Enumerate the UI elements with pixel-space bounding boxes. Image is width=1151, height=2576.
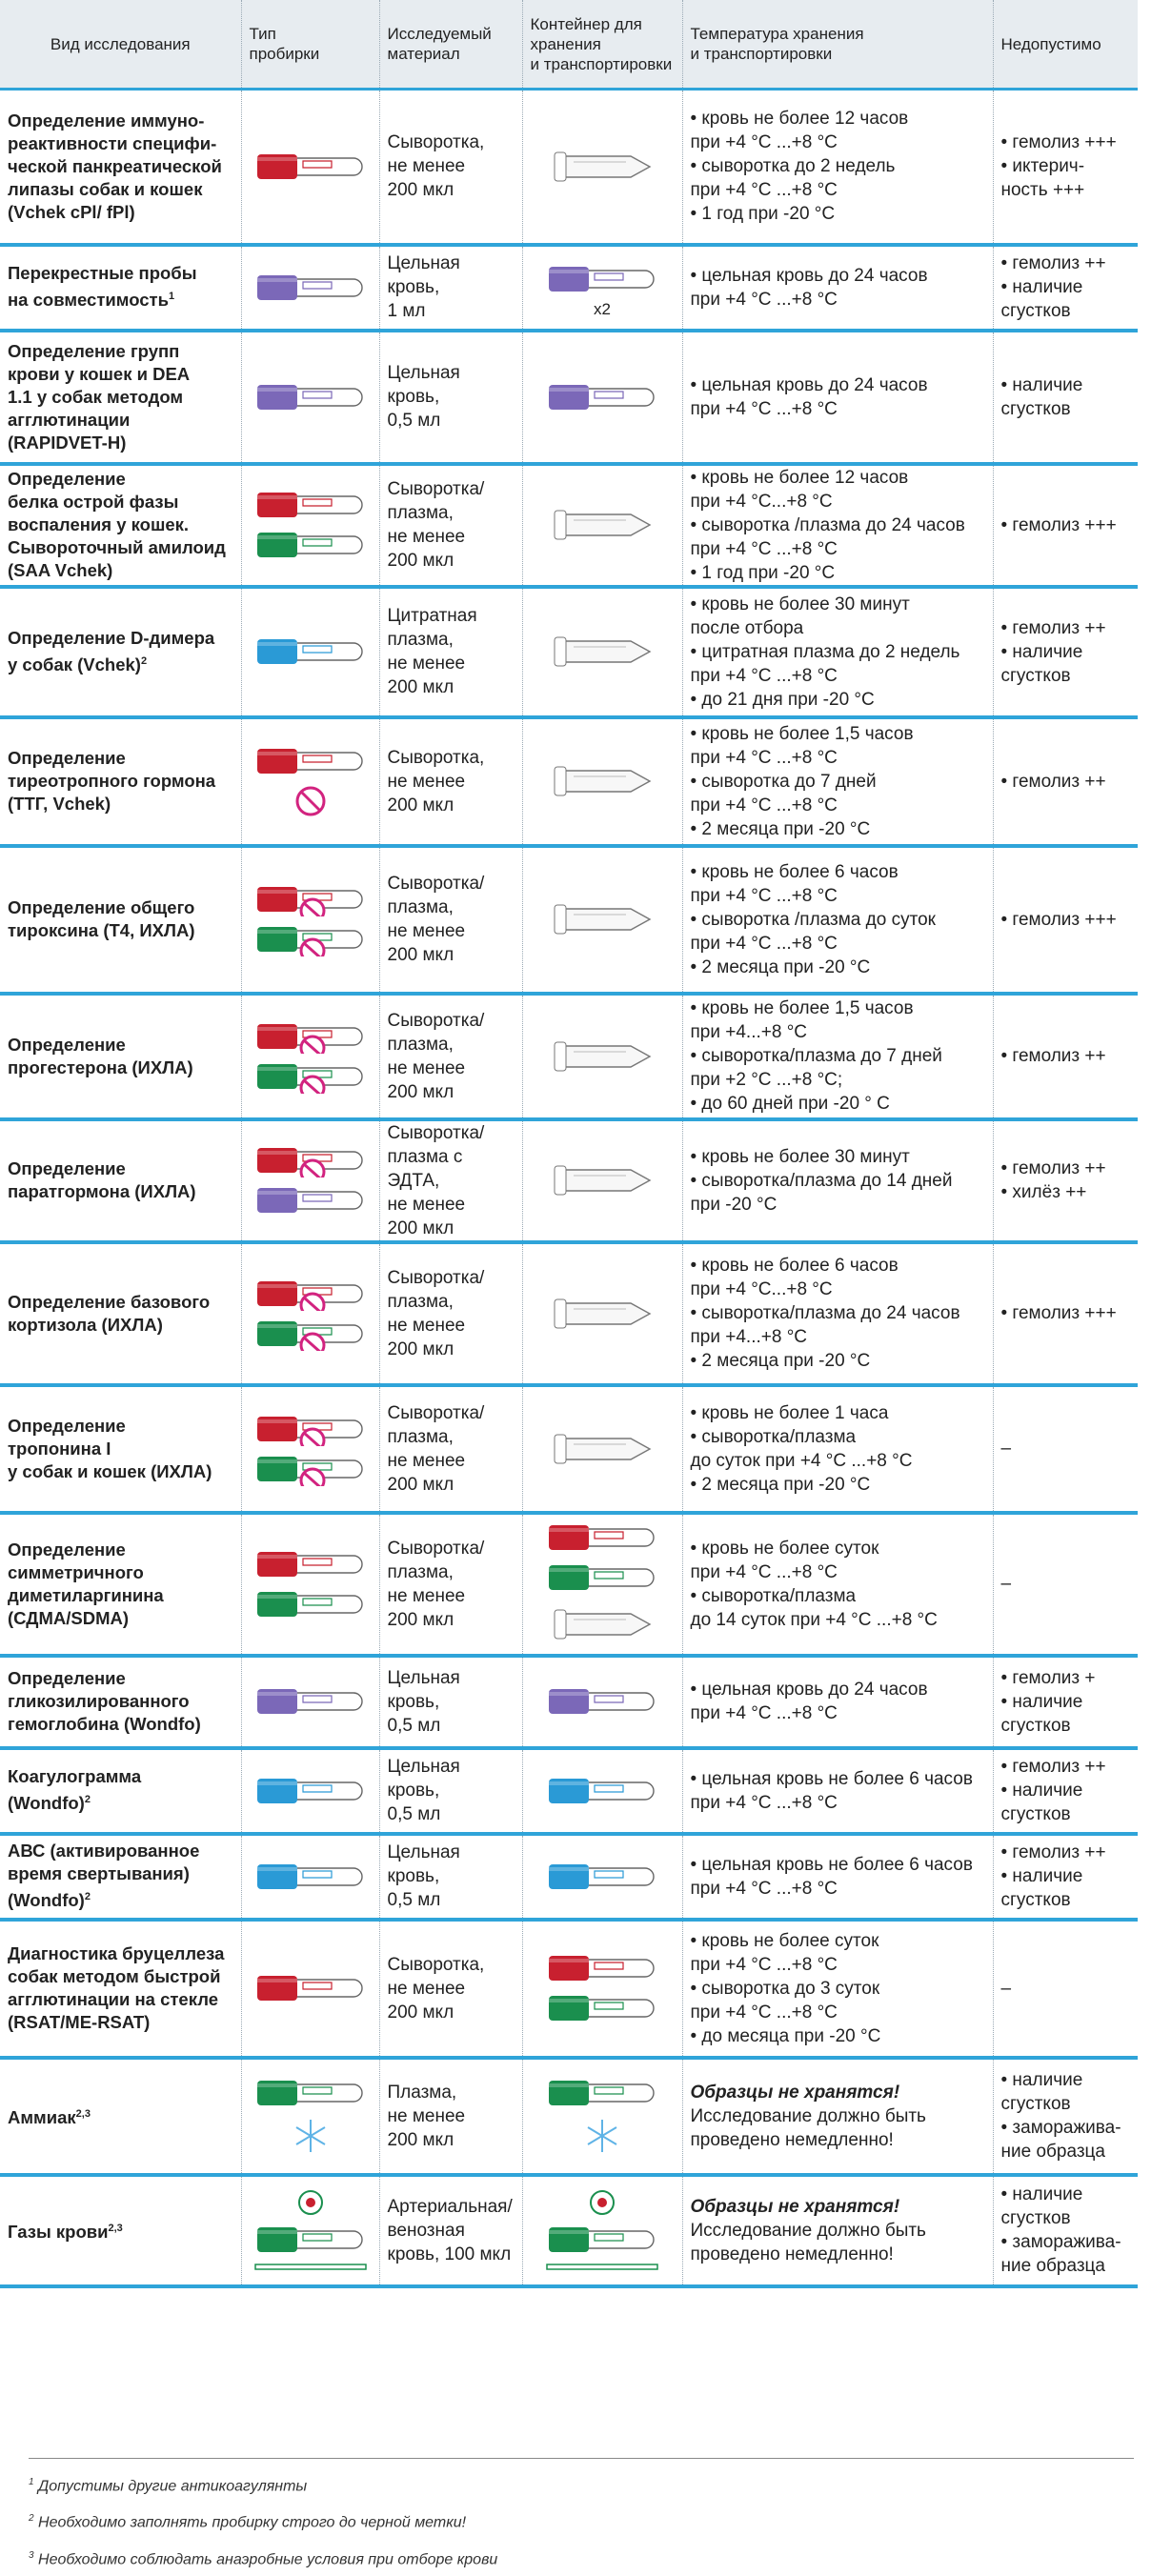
- no-entry-icon: [301, 1429, 324, 1446]
- tube-type: [241, 1119, 379, 1242]
- tube-icon: [253, 528, 368, 562]
- eppendorf-icon: [545, 757, 659, 805]
- footnote-ref: 2: [84, 1794, 91, 1806]
- tube-icon: [253, 1547, 368, 1581]
- tube-icon: [253, 1971, 368, 2005]
- storage-temperature: [682, 331, 993, 464]
- eppendorf-icon: [545, 1033, 659, 1080]
- tube-type: [241, 1834, 379, 1920]
- test-name: [0, 464, 241, 587]
- material: Сыворотка/ плазма, не менее 200 мкл: [379, 1242, 522, 1385]
- not-allowed: • гемолиз ++ • хилёз ++: [1000, 1158, 1106, 1202]
- test-name-text: Определение групп крови у кошек и DEA 1.1 у собак методом агглютинации (RAPIDVET-H): [8, 340, 191, 453]
- container: [522, 846, 682, 994]
- footnote-ref: 2,3: [108, 2222, 123, 2234]
- tube-type: [241, 1513, 379, 1656]
- tube-icon: [253, 1059, 368, 1094]
- header-temperature: Температура хранения и транспортировки: [682, 0, 993, 90]
- no-entry-icon: [301, 1294, 324, 1311]
- material: Артериальная/ венозная кровь, 100 мкл: [379, 2175, 522, 2286]
- test-name-text: Определение белка острой фазы воспаления у кошек. Сывороточный амилоид (SAA Vchek): [8, 469, 226, 580]
- eppendorf-icon: [545, 1157, 659, 1204]
- test-name: [0, 587, 241, 717]
- footnote-ref: 1: [169, 291, 175, 303]
- storage-temperature: [682, 587, 993, 717]
- tube-icon: [545, 1520, 659, 1555]
- table-row: [0, 245, 1138, 331]
- temperature-text: Исследование должно быть проведено немедленно!: [690, 2105, 926, 2150]
- footnote-number: 3: [29, 2549, 34, 2561]
- container: [522, 587, 682, 717]
- tube-icon: [253, 882, 368, 916]
- container: [522, 717, 682, 846]
- warning-text: Образцы не хранятся!: [690, 2196, 900, 2217]
- tube-icon: [253, 488, 368, 522]
- footnote-ref: 2: [84, 1891, 91, 1903]
- storage-temperature: [682, 245, 993, 331]
- test-name-text: Определение тропонина I у собак и кошек (ИХЛА): [8, 1415, 212, 1481]
- eppendorf-icon: [545, 1600, 659, 1648]
- test-name: [0, 846, 241, 994]
- not-allowed: • гемолиз +++: [1000, 909, 1117, 930]
- table-row: [0, 1513, 1138, 1656]
- test-name-text: Диагностика бруцеллеза собак методом быстрой агглютинации на стекле (RSAT/ME-RSAT): [8, 1943, 225, 2032]
- no-entry-icon: [253, 784, 368, 818]
- test-name: [0, 717, 241, 846]
- container: [522, 245, 682, 331]
- table-row: [0, 717, 1138, 846]
- footnote-text: Необходимо заполнять пробирку строго до черной метки!: [33, 2514, 467, 2531]
- temperature-text: • кровь не более суток при +4 °С ...+8 °С • сыворотка до 3 суток при +4 °С ...+8 °С • до месяца при -20 °С: [690, 1930, 881, 2046]
- footnote-ref: 2,3: [75, 2107, 91, 2120]
- test-name-text: Определение прогестерона (ИХЛА): [8, 1034, 193, 1077]
- storage-temperature: [682, 846, 993, 994]
- table-header: [0, 0, 1138, 90]
- tube-icon: [253, 150, 368, 184]
- container: [522, 331, 682, 464]
- tube-type: [241, 464, 379, 587]
- footnote-number: 1: [29, 2477, 34, 2487]
- container: [522, 464, 682, 587]
- storage-temperature: [682, 1119, 993, 1242]
- tube-icon: [545, 380, 659, 414]
- test-name: [0, 1385, 241, 1513]
- snowflake-icon: [545, 2116, 659, 2156]
- table-row: [0, 1920, 1138, 2058]
- test-name-text: Определение базового кортизола (ИХЛА): [8, 1291, 211, 1335]
- table-row: [0, 994, 1138, 1119]
- material: Сыворотка/ плазма, не менее 200 мкл: [379, 1385, 522, 1513]
- eppendorf-icon: [545, 501, 659, 549]
- tube-icon: [253, 634, 368, 669]
- header-test-type: Вид исследования: [0, 0, 241, 90]
- container: [522, 1656, 682, 1748]
- header-tube-type: Тип пробирки: [241, 0, 379, 90]
- table-row: [0, 1242, 1138, 1385]
- syringe-line-icon: [545, 2263, 659, 2272]
- material: Сыворотка/ плазма, не менее 200 мкл: [379, 1513, 522, 1656]
- tube-icon: [545, 1860, 659, 1894]
- not-allowed: • наличие сгустков • заморажива- ние образца: [1000, 2070, 1121, 2162]
- footnotes: [29, 2458, 1134, 2576]
- not-allowed: • гемолиз ++: [1000, 1046, 1106, 1066]
- storage-temperature: [682, 1834, 993, 1920]
- not-allowed: • гемолиз ++ • наличие сгустков: [1000, 1842, 1106, 1910]
- container: [522, 1748, 682, 1834]
- not-allowed: • гемолиз ++ • наличие сгустков: [1000, 617, 1106, 686]
- table-row: [0, 90, 1138, 245]
- tube-icon: [253, 2223, 368, 2257]
- tube-icon: [545, 2223, 659, 2257]
- tube-icon: [253, 1277, 368, 1311]
- not-allowed: • гемолиз ++ • наличие сгустков: [1000, 1757, 1106, 1824]
- no-entry-icon: [301, 1160, 324, 1177]
- container-count: x2: [594, 299, 611, 318]
- temperature-text: • кровь не более 30 минут после отбора • цитратная плазма до 2 недель при +4 °С ...+8 °С • до 21 дня при -20 °С: [690, 594, 960, 710]
- tube-icon: [545, 1951, 659, 1985]
- temperature-text: Исследование должно быть проведено немедленно!: [690, 2220, 926, 2264]
- no-entry-icon: [301, 1036, 324, 1054]
- eppendorf-icon: [545, 143, 659, 191]
- eppendorf-icon: [545, 1290, 659, 1338]
- test-name-text: Определение иммуно- реактивности специфи- ческой панкреатической липазы собак и кошек (Vchek cPl/ fPl): [8, 110, 222, 222]
- eppendorf-icon: [545, 628, 659, 675]
- snowflake-icon: [253, 2116, 368, 2156]
- table-row: [0, 2058, 1138, 2175]
- tube-icon: [253, 1143, 368, 1177]
- no-entry-icon: [301, 1077, 324, 1094]
- tube-type: [241, 1242, 379, 1385]
- table-row: [0, 1748, 1138, 1834]
- material: Цельная кровь, 0,5 мл: [379, 1834, 522, 1920]
- test-name: [0, 2058, 241, 2175]
- material: Сыворотка, не менее 200 мкл: [379, 1920, 522, 2058]
- tube-type: [241, 1920, 379, 2058]
- temperature-text: • кровь не более 12 часов при +4 °С ...+8 °С • сыворотка до 2 недель при +4 °С ...+8 °С • 1 год при -20 °С: [690, 109, 909, 225]
- test-name-text: Определение паратгормона (ИХЛА): [8, 1158, 196, 1201]
- not-allowed: –: [1000, 1574, 1012, 1594]
- table-row: [0, 1656, 1138, 1748]
- storage-temperature: [682, 464, 993, 587]
- temperature-text: • цельная кровь до 24 часов при +4 °С ...+8 °С: [690, 374, 928, 419]
- header-material: Исследуемый материал: [379, 0, 522, 90]
- material: Цельная кровь, 0,5 мл: [379, 1748, 522, 1834]
- table-row: [0, 2175, 1138, 2286]
- tube-icon: [253, 271, 368, 305]
- tube-type: [241, 2175, 379, 2286]
- syringe-line-icon: [253, 2263, 368, 2272]
- tube-icon: [253, 1019, 368, 1054]
- table-row: [0, 587, 1138, 717]
- material: Сыворотка, не менее 200 мкл: [379, 717, 522, 846]
- test-name-text: Перекрестные пробы на совместимость: [8, 263, 197, 311]
- test-name-text: Аммиак: [8, 2107, 76, 2128]
- container: [522, 1119, 682, 1242]
- container: [522, 1834, 682, 1920]
- storage-temperature: [682, 1748, 993, 1834]
- material: Сыворотка/ плазма, не менее 200 мкл: [379, 846, 522, 994]
- tube-icon: [253, 1774, 368, 1808]
- tube-type: [241, 846, 379, 994]
- temperature-text: • кровь не более 6 часов при +4 °С...+8 °С • сыворотка/плазма до 24 часов при +4...+8 °С • 2 месяца при -20 °С: [690, 1256, 960, 1371]
- material: Сыворотка/ плазма, не менее 200 мкл: [379, 994, 522, 1119]
- test-name: [0, 331, 241, 464]
- test-name: [0, 90, 241, 245]
- material: Цельная кровь, 0,5 мл: [379, 331, 522, 464]
- test-name-text: Газы крови: [8, 2222, 109, 2243]
- temperature-text: • цельная кровь до 24 часов при +4 °С ...+8 °С: [690, 1680, 928, 1723]
- syringe-icon: [545, 2188, 659, 2217]
- tube-icon: [253, 1317, 368, 1351]
- container: [522, 994, 682, 1119]
- footnote: [29, 2466, 1134, 2503]
- table-row: [0, 846, 1138, 994]
- temperature-text: • кровь не более 1,5 часов при +4...+8 °С • сыворотка/плазма до 7 дней при +2 °С ...+8 °С; • до 60 дней при -20 ° С: [690, 998, 942, 1114]
- material: Цитратная плазма, не менее 200 мкл: [379, 587, 522, 717]
- temperature-text: • кровь не более суток при +4 °С ...+8 °С • сыворотка/плазма до 14 суток при +4 °С ...+8 °С: [690, 1538, 938, 1630]
- tube-type: [241, 1385, 379, 1513]
- temperature-text: • кровь не более 1,5 часов при +4 °С ...+8 °С • сыворотка до 7 дней при +4 °С ...+8 °С • 2 месяца при -20 °С: [690, 723, 914, 839]
- material: Плазма, не менее 200 мкл: [379, 2058, 522, 2175]
- tube-icon: [253, 1860, 368, 1894]
- not-allowed: • гемолиз +++: [1000, 514, 1117, 535]
- tube-icon: [253, 922, 368, 956]
- table-row: [0, 1834, 1138, 1920]
- test-name-text: Определение D-димера у собак (Vchek): [8, 627, 215, 675]
- container: [522, 90, 682, 245]
- storage-temperature: [682, 1920, 993, 2058]
- not-allowed: –: [1000, 1439, 1012, 1459]
- tube-type: [241, 1748, 379, 1834]
- storage-temperature: [682, 1385, 993, 1513]
- temperature-text: • кровь не более 12 часов при +4 °С...+8 °С • сыворотка /плазма до 24 часов при +4 °С ...+8 °С • 1 год при -20 °С: [690, 467, 965, 583]
- table-row: [0, 1119, 1138, 1242]
- tube-icon: [545, 1684, 659, 1719]
- tube-icon: [253, 2076, 368, 2110]
- test-name: [0, 994, 241, 1119]
- table-row: [0, 1385, 1138, 1513]
- tube-icon: [545, 262, 659, 296]
- test-name: [0, 245, 241, 331]
- test-name: [0, 1656, 241, 1748]
- container: [522, 2175, 682, 2286]
- tube-icon: [253, 1412, 368, 1446]
- temperature-text: • цельная кровь до 24 часов при +4 °С ...+8 °С: [690, 265, 928, 310]
- header-container: Контейнер для хранения и транспортировки: [522, 0, 682, 90]
- eppendorf-icon: [545, 1425, 659, 1473]
- storage-temperature: [682, 1656, 993, 1748]
- tube-type: [241, 245, 379, 331]
- storage-temperature: [682, 994, 993, 1119]
- not-allowed: • гемолиз ++ • наличие сгустков: [1000, 253, 1106, 321]
- storage-temperature: [682, 90, 993, 245]
- test-name-text: Определение тиреотропного гормона (ТТГ, Vchek): [8, 748, 216, 814]
- container: [522, 2058, 682, 2175]
- no-entry-icon: [301, 899, 324, 916]
- no-entry-icon: [301, 939, 324, 956]
- test-name: [0, 1242, 241, 1385]
- footnote: [29, 2503, 1134, 2539]
- material: Цельная кровь, 1 мл: [379, 245, 522, 331]
- temperature-text: • цельная кровь не более 6 часов при +4 °С ...+8 °С: [690, 1854, 973, 1899]
- tube-icon: [253, 1587, 368, 1621]
- tube-type: [241, 994, 379, 1119]
- test-name: [0, 1920, 241, 2058]
- not-allowed: • гемолиз + • наличие сгустков: [1000, 1667, 1096, 1736]
- footnote-number: 2: [29, 2513, 34, 2525]
- tube-icon: [545, 1774, 659, 1808]
- storage-temperature: [682, 2175, 993, 2286]
- container: [522, 1513, 682, 1656]
- tube-icon: [253, 380, 368, 414]
- material: Сыворотка, не менее 200 мкл: [379, 90, 522, 245]
- not-allowed: • гемолиз +++: [1000, 1303, 1117, 1323]
- storage-temperature: [682, 1513, 993, 1656]
- tube-icon: [253, 1684, 368, 1719]
- not-allowed: –: [1000, 1978, 1012, 1999]
- container: [522, 1920, 682, 2058]
- not-allowed: • гемолиз ++: [1000, 771, 1106, 792]
- temperature-text: • цельная кровь не более 6 часов при +4 °С ...+8 °С: [690, 1768, 973, 1813]
- tube-type: [241, 90, 379, 245]
- tube-type: [241, 1656, 379, 1748]
- test-name: [0, 1748, 241, 1834]
- tube-type: [241, 2058, 379, 2175]
- no-entry-icon: [301, 1469, 324, 1486]
- storage-temperature: [682, 1242, 993, 1385]
- tube-type: [241, 331, 379, 464]
- tube-icon: [545, 1560, 659, 1595]
- temperature-text: • кровь не более 6 часов при +4 °С ...+8 °С • сыворотка /плазма до суток при +4 °С ...+8 °С • 2 месяца при -20 °С: [690, 861, 936, 977]
- tube-icon: [545, 1991, 659, 2025]
- footnote-text: Допустимы другие антикоагулянты: [33, 2478, 308, 2495]
- warning-text: Образцы не хранятся!: [690, 2082, 900, 2103]
- test-name-text: Определение симметричного диметиларгинина (СДМА/SDMA): [8, 1539, 164, 1628]
- container: [522, 1385, 682, 1513]
- no-entry-icon: [301, 1334, 324, 1351]
- eppendorf-icon: [545, 896, 659, 943]
- storage-temperature: [682, 2058, 993, 2175]
- test-name-text: Определение общего тироксина (Т4, ИХЛА): [8, 897, 195, 940]
- test-name-text: Определение гликозилированного гемоглобина (Wondfo): [8, 1668, 201, 1734]
- footnote-ref: 2: [140, 654, 148, 667]
- not-allowed: • гемолиз +++ • иктерич- ность +++: [1000, 132, 1117, 201]
- tube-icon: [545, 2076, 659, 2110]
- table-row: [0, 331, 1138, 464]
- temperature-text: • кровь не более 1 часа • сыворотка/плазма до суток при +4 °С ...+8 °С • 2 месяца при -20 °С: [690, 1402, 913, 1495]
- table-row: [0, 464, 1138, 587]
- test-name-text: АВС (активированное время свертывания) (Wondfo): [8, 1841, 200, 1911]
- temperature-text: • кровь не более 30 минут • сыворотка/плазма до 14 дней при -20 °С: [690, 1146, 953, 1215]
- material: Сыворотка/ плазма, не менее 200 мкл: [379, 464, 522, 587]
- syringe-icon: [253, 2188, 368, 2217]
- test-name: [0, 1513, 241, 1656]
- not-allowed: • наличие сгустков • заморажива- ние образца: [1000, 2184, 1121, 2276]
- container: [522, 1242, 682, 1385]
- test-name: [0, 1119, 241, 1242]
- test-name: [0, 1834, 241, 1920]
- header-not-allowed: Недопустимо: [993, 0, 1138, 90]
- tube-icon: [253, 1183, 368, 1218]
- footnote-text: Необходимо соблюдать анаэробные условия при отборе крови: [33, 2550, 498, 2567]
- material: Сыворотка/ плазма с ЭДТА, не менее 200 мкл: [379, 1119, 522, 1242]
- test-name-text: Коагулограмма (Wondfo): [8, 1766, 142, 1814]
- not-allowed: • наличие сгустков: [1000, 374, 1083, 419]
- tube-type: [241, 717, 379, 846]
- material: Цельная кровь, 0,5 мл: [379, 1656, 522, 1748]
- tube-icon: [253, 744, 368, 778]
- storage-temperature: [682, 717, 993, 846]
- tube-type: [241, 587, 379, 717]
- test-name: [0, 2175, 241, 2286]
- tube-icon: [253, 1452, 368, 1486]
